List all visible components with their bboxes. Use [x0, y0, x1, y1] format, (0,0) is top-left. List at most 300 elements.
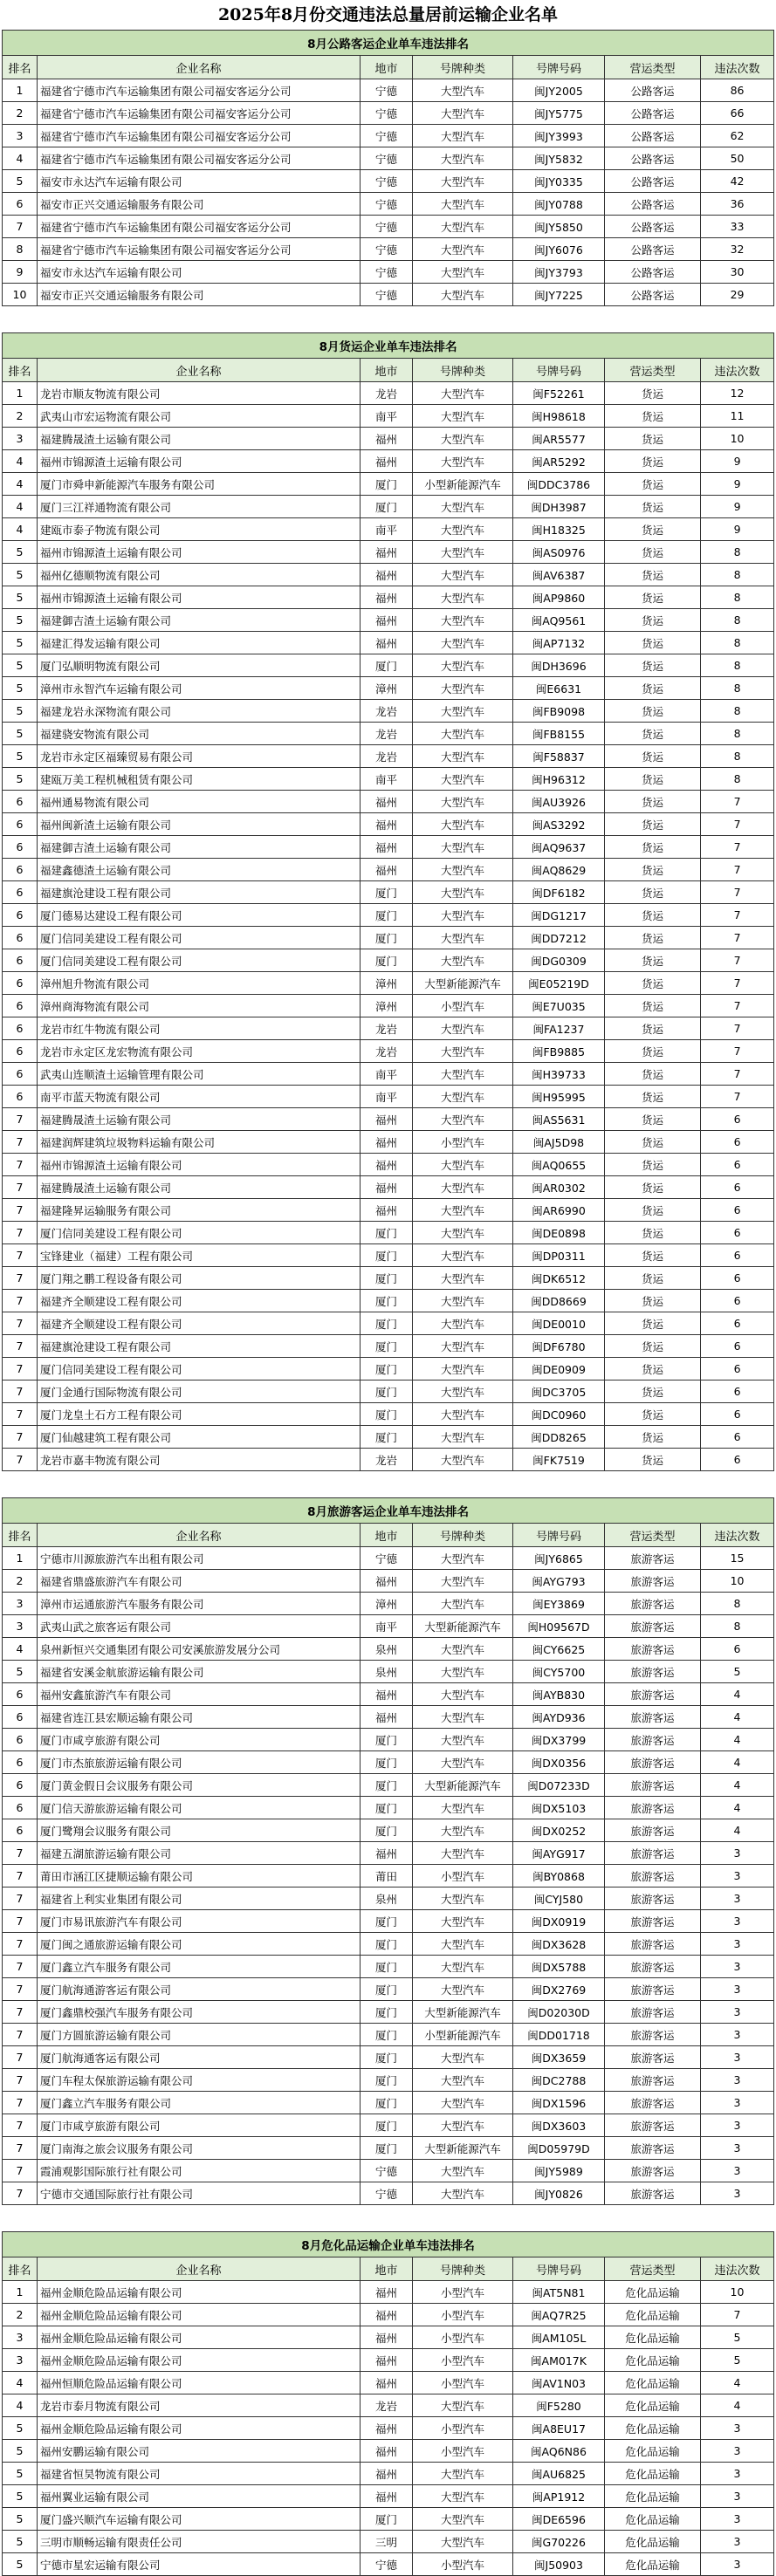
table-cell: 6: [3, 791, 38, 813]
table-cell: 福州: [361, 2417, 413, 2440]
table-cell: 龙岩: [361, 1017, 413, 1040]
table-cell: 50: [701, 147, 774, 170]
table-cell: 福建骁安物流有限公司: [38, 723, 361, 745]
table-cell: 漳州: [361, 1593, 413, 1615]
table-cell: 3: [701, 2160, 774, 2182]
table-cell: 公路客运: [605, 147, 701, 170]
table-cell: 厦门: [361, 2069, 413, 2092]
table-cell: 闽AQ7R25: [513, 2304, 605, 2326]
table-cell: 龙岩: [361, 2394, 413, 2417]
table-cell: 大型汽车: [413, 1426, 513, 1449]
table-cell: 闽AYB830: [513, 1683, 605, 1706]
table-cell: 闽DE0898: [513, 1222, 605, 1244]
table-cell: 闽DD8265: [513, 1426, 605, 1449]
table-cell: 9: [701, 496, 774, 518]
table-cell: 闽FK7519: [513, 1449, 605, 1471]
table-row: [3, 1063, 774, 1086]
table-cell: 大型汽车: [413, 1040, 513, 1063]
table-cell: 货运: [605, 1358, 701, 1380]
table-cell: 福建省连江县宏顺运输有限公司: [38, 1706, 361, 1729]
table-cell: 福州: [361, 859, 413, 881]
table-cell: 公路客运: [605, 261, 701, 284]
table-cell: 大型汽车: [413, 1570, 513, 1593]
table-cell: 闽AR0302: [513, 1176, 605, 1199]
table-cell: 福州市锦源渣土运输有限公司: [38, 450, 361, 473]
table-cell: 6: [3, 1774, 38, 1797]
table-cell: 大型汽车: [413, 1956, 513, 1978]
table-cell: 闽DX1596: [513, 2092, 605, 2114]
table-cell: 厦门闽之通旅游运输有限公司: [38, 1933, 361, 1956]
table-cell: 宁德: [361, 79, 413, 102]
table-cell: 货运: [605, 405, 701, 428]
table-cell: 7: [3, 2024, 38, 2046]
table-cell: 厦门: [361, 1267, 413, 1290]
table-cell: 武夷山市宏运物流有限公司: [38, 405, 361, 428]
table-cell: 小型汽车: [413, 2349, 513, 2372]
table-cell: 公路客运: [605, 125, 701, 147]
table-row: [3, 450, 774, 473]
table-cell: 闽DG0309: [513, 949, 605, 972]
table-cell: 8: [701, 654, 774, 677]
table-cell: 旅游客运: [605, 2024, 701, 2046]
table-cell: 南平: [361, 405, 413, 428]
table-cell: 大型汽车: [413, 1312, 513, 1335]
table-cell: 福州亿德顺物流有限公司: [38, 564, 361, 586]
table-cell: 大型汽车: [413, 2485, 513, 2508]
table-cell: 7: [3, 1403, 38, 1426]
table-cell: 货运: [605, 1290, 701, 1312]
ranking-table: [2, 2231, 774, 2576]
table-cell: 闽AP7132: [513, 632, 605, 654]
table-cell: 闽F5280: [513, 2394, 605, 2417]
table-cell: 小型汽车: [413, 2417, 513, 2440]
table-cell: 闽CY5700: [513, 1661, 605, 1683]
table-cell: 厦门: [361, 1819, 413, 1842]
table-cell: 货运: [605, 586, 701, 609]
column-header: 违法次数: [701, 359, 774, 382]
table-cell: 福州: [361, 1570, 413, 1593]
table-cell: 10: [701, 2281, 774, 2304]
table-cell: 宁德: [361, 284, 413, 306]
table-row: [3, 836, 774, 859]
table-cell: 南平: [361, 1615, 413, 1638]
table-cell: 1: [3, 79, 38, 102]
table-cell: 6: [3, 1017, 38, 1040]
table-row: [3, 1222, 774, 1244]
column-header: 号牌种类: [413, 2257, 513, 2281]
table-cell: 大型汽车: [413, 428, 513, 450]
table-cell: 闽DX3659: [513, 2046, 605, 2069]
table-cell: 闽JY0826: [513, 2182, 605, 2205]
table-cell: 闽DX0356: [513, 1751, 605, 1774]
table-cell: 闽AM017K: [513, 2349, 605, 2372]
table-cell: 大型汽车: [413, 609, 513, 632]
table-cell: 漳州: [361, 677, 413, 700]
table-cell: 福建齐全顺建设工程有限公司: [38, 1312, 361, 1335]
table-cell: 6: [701, 1267, 774, 1290]
table-cell: 大型汽车: [413, 1063, 513, 1086]
table-cell: 莆田市涵江区捷顺运输有限公司: [38, 1865, 361, 1887]
table-cell: 武夷山连顺渣土运输管理有限公司: [38, 1063, 361, 1086]
table-cell: 旅游客运: [605, 2114, 701, 2137]
table-cell: 货运: [605, 995, 701, 1017]
table-cell: 福州: [361, 1108, 413, 1131]
table-row: [3, 745, 774, 768]
table-cell: 厦门: [361, 496, 413, 518]
table-cell: 泉州: [361, 1887, 413, 1910]
table-cell: 宁德: [361, 261, 413, 284]
table-cell: 货运: [605, 1154, 701, 1176]
table-cell: 厦门: [361, 654, 413, 677]
table-cell: 公路客运: [605, 216, 701, 238]
table-row: [3, 1335, 774, 1358]
table-cell: 4: [3, 2394, 38, 2417]
table-cell: 闽DF6182: [513, 881, 605, 904]
table-cell: 龙岩: [361, 1040, 413, 1063]
table-cell: 大型汽车: [413, 927, 513, 949]
table-cell: 闽DX5103: [513, 1797, 605, 1819]
table-cell: 龙岩市嘉丰物流有限公司: [38, 1449, 361, 1471]
table-cell: 6: [3, 813, 38, 836]
table-cell: 3: [701, 2463, 774, 2485]
table-cell: 大型汽车: [413, 1449, 513, 1471]
table-cell: 旅游客运: [605, 1933, 701, 1956]
table-cell: 3: [701, 2024, 774, 2046]
table-row: [3, 1449, 774, 1471]
table-cell: 7: [701, 859, 774, 881]
table-cell: 大型新能源汽车: [413, 972, 513, 995]
table-cell: 7: [3, 2069, 38, 2092]
column-header: 企业名称: [38, 1524, 361, 1547]
table-cell: 大型汽车: [413, 1380, 513, 1403]
table-cell: 货运: [605, 541, 701, 564]
table-cell: 公路客运: [605, 102, 701, 125]
table-cell: 大型汽车: [413, 632, 513, 654]
table-cell: 宁德: [361, 2182, 413, 2205]
table-cell: 6: [3, 1729, 38, 1751]
table-cell: 3: [701, 1887, 774, 1910]
table-cell: 货运: [605, 1063, 701, 1086]
table-cell: 29: [701, 284, 774, 306]
column-header: 营运类型: [605, 359, 701, 382]
table-cell: 福安市永达汽车运输有限公司: [38, 170, 361, 193]
table-cell: 厦门: [361, 1358, 413, 1380]
table-cell: 福建五湖旅游运输有限公司: [38, 1842, 361, 1865]
table-cell: 4: [701, 1683, 774, 1706]
table-row: [3, 1933, 774, 1956]
table-cell: 7: [701, 813, 774, 836]
table-cell: 旅游客运: [605, 1593, 701, 1615]
table-cell: 大型新能源汽车: [413, 2001, 513, 2024]
table-cell: 福州: [361, 1199, 413, 1222]
table-cell: 闽AJ5D98: [513, 1131, 605, 1154]
table-cell: 旅游客运: [605, 1978, 701, 2001]
table-cell: 福州市锦源渣土运输有限公司: [38, 1154, 361, 1176]
table-cell: 旅游客运: [605, 1956, 701, 1978]
table-cell: 闽JY6865: [513, 1547, 605, 1570]
table-cell: 闽H95995: [513, 1086, 605, 1108]
table-cell: 福州通易物流有限公司: [38, 791, 361, 813]
table-cell: 泉州新恒兴交通集团有限公司安溪旅游发展分公司: [38, 1638, 361, 1661]
table-cell: 8: [701, 1615, 774, 1638]
table-row: [3, 1706, 774, 1729]
table-cell: 3: [701, 2092, 774, 2114]
column-header: 营运类型: [605, 1524, 701, 1547]
table-cell: 宁德: [361, 125, 413, 147]
table-cell: 霞浦观影国际旅行社有限公司: [38, 2160, 361, 2182]
table-cell: 危化品运输: [605, 2281, 701, 2304]
table-cell: 旅游客运: [605, 2069, 701, 2092]
table-row: [3, 2463, 774, 2485]
table-cell: 1: [3, 382, 38, 405]
table-row: [3, 2001, 774, 2024]
table-row: [3, 2069, 774, 2092]
table-cell: 闽AS5631: [513, 1108, 605, 1131]
table-row: [3, 1797, 774, 1819]
table-cell: 福建旗沧建设工程有限公司: [38, 881, 361, 904]
table-cell: 闽H39733: [513, 1063, 605, 1086]
table-cell: 旅游客运: [605, 1638, 701, 1661]
table-cell: 小型汽车: [413, 1865, 513, 1887]
table-cell: 大型汽车: [413, 518, 513, 541]
table-cell: 龙岩: [361, 723, 413, 745]
table-cell: 大型汽车: [413, 496, 513, 518]
table-cell: 厦门盛兴顺汽车运输有限公司: [38, 2508, 361, 2531]
table-row: [3, 791, 774, 813]
table-cell: 货运: [605, 677, 701, 700]
table-cell: 3: [701, 1865, 774, 1887]
table-cell: 南平: [361, 1063, 413, 1086]
table-cell: 大型汽车: [413, 881, 513, 904]
table-cell: 6: [701, 1131, 774, 1154]
table-row: [3, 2417, 774, 2440]
table-cell: 福州翼业运输有限公司: [38, 2485, 361, 2508]
table-cell: 大型汽车: [413, 450, 513, 473]
table-row: [3, 382, 774, 405]
table-cell: 6: [3, 949, 38, 972]
table-cell: 闽DE6596: [513, 2508, 605, 2531]
table-cell: 福建省恒昊物流有限公司: [38, 2463, 361, 2485]
table-cell: 大型汽车: [413, 1547, 513, 1570]
table-cell: 厦门南海之旅会议服务有限公司: [38, 2137, 361, 2160]
table-cell: 货运: [605, 859, 701, 881]
table-row: [3, 125, 774, 147]
table-cell: 货运: [605, 1403, 701, 1426]
table-row: [3, 428, 774, 450]
table-cell: 货运: [605, 1267, 701, 1290]
column-header: 地市: [361, 2257, 413, 2281]
table-cell: 6: [3, 881, 38, 904]
table-cell: 闽E7U035: [513, 995, 605, 1017]
column-header: 地市: [361, 359, 413, 382]
table-row: [3, 1774, 774, 1797]
table-cell: 4: [3, 147, 38, 170]
table-cell: 闽AQ0655: [513, 1154, 605, 1176]
section-gap: [0, 2205, 776, 2231]
table-cell: 厦门: [361, 1956, 413, 1978]
table-cell: 8: [701, 677, 774, 700]
section-title: 8月危化品运输企业单车违法排名: [3, 2232, 774, 2257]
table-cell: 4: [701, 1706, 774, 1729]
table-cell: 货运: [605, 813, 701, 836]
table-cell: 厦门: [361, 1222, 413, 1244]
table-cell: 大型汽车: [413, 382, 513, 405]
table-cell: 货运: [605, 1380, 701, 1403]
table-cell: 宁德: [361, 216, 413, 238]
table-cell: 旅游客运: [605, 1729, 701, 1751]
table-row: [3, 102, 774, 125]
table-cell: 闽DX2769: [513, 1978, 605, 2001]
table-cell: 公路客运: [605, 238, 701, 261]
table-cell: 33: [701, 216, 774, 238]
table-row: [3, 2485, 774, 2508]
table-cell: 福州: [361, 1842, 413, 1865]
table-row: [3, 972, 774, 995]
table-cell: 货运: [605, 1176, 701, 1199]
table-cell: 6: [3, 1706, 38, 1729]
table-cell: 7: [3, 1956, 38, 1978]
table-cell: 闽AT5N81: [513, 2281, 605, 2304]
table-row: [3, 2114, 774, 2137]
table-cell: 闽DK6512: [513, 1267, 605, 1290]
table-cell: 小型汽车: [413, 2304, 513, 2326]
table-cell: 货运: [605, 1426, 701, 1449]
table-cell: 货运: [605, 496, 701, 518]
table-cell: 危化品运输: [605, 2463, 701, 2485]
table-row: [3, 1956, 774, 1978]
table-row: [3, 473, 774, 496]
table-cell: 6: [701, 1290, 774, 1312]
table-cell: 5: [3, 723, 38, 745]
table-cell: 货运: [605, 1108, 701, 1131]
table-cell: 4: [3, 496, 38, 518]
table-cell: 漳州市永智汽车运输有限公司: [38, 677, 361, 700]
table-row: [3, 1887, 774, 1910]
section-title-row: [3, 31, 774, 56]
table-cell: 宁德: [361, 238, 413, 261]
table-cell: 闽AQ8629: [513, 859, 605, 881]
table-cell: 7: [3, 1933, 38, 1956]
table-row: [3, 1040, 774, 1063]
table-cell: 危化品运输: [605, 2349, 701, 2372]
table-row: [3, 700, 774, 723]
table-cell: 大型汽车: [413, 2069, 513, 2092]
table-row: [3, 813, 774, 836]
table-cell: 小型新能源汽车: [413, 473, 513, 496]
table-cell: 8: [701, 586, 774, 609]
table-cell: 货运: [605, 564, 701, 586]
table-cell: 福州金顺危险品运输有限公司: [38, 2281, 361, 2304]
table-cell: 4: [701, 2372, 774, 2394]
table-cell: 货运: [605, 768, 701, 791]
table-cell: 货运: [605, 791, 701, 813]
table-row: [3, 541, 774, 564]
table-cell: 货运: [605, 745, 701, 768]
table-cell: 宁德市川源旅游汽车出租有限公司: [38, 1547, 361, 1570]
table-cell: 闽AS0976: [513, 541, 605, 564]
table-cell: 大型汽车: [413, 1267, 513, 1290]
table-cell: 3: [701, 2485, 774, 2508]
table-row: [3, 193, 774, 216]
table-cell: 危化品运输: [605, 2485, 701, 2508]
table-cell: 厦门市咸亨旅游有限公司: [38, 1729, 361, 1751]
table-row: [3, 723, 774, 745]
table-cell: 4: [3, 518, 38, 541]
table-cell: 86: [701, 79, 774, 102]
table-cell: 4: [3, 2372, 38, 2394]
table-cell: 闽A8EU17: [513, 2417, 605, 2440]
table-cell: 大型新能源汽车: [413, 1615, 513, 1638]
table-cell: 7: [3, 1910, 38, 1933]
table-cell: 7: [701, 972, 774, 995]
table-cell: 大型汽车: [413, 1842, 513, 1865]
table-cell: 旅游客运: [605, 2182, 701, 2205]
table-cell: 7: [3, 1449, 38, 1471]
table-cell: 福建省宁德市汽车运输集团有限公司福安客运分公司: [38, 79, 361, 102]
table-cell: 厦门: [361, 1290, 413, 1312]
ranking-sections: [0, 30, 776, 2576]
table-cell: 6: [701, 1426, 774, 1449]
table-cell: 大型汽车: [413, 1933, 513, 1956]
table-row: [3, 2046, 774, 2069]
table-cell: 32: [701, 238, 774, 261]
table-row: [3, 216, 774, 238]
table-cell: 36: [701, 193, 774, 216]
table-cell: 4: [701, 2394, 774, 2417]
table-cell: 7: [701, 881, 774, 904]
table-cell: 5: [3, 700, 38, 723]
table-cell: 旅游客运: [605, 2160, 701, 2182]
table-cell: 3: [701, 2553, 774, 2576]
table-cell: 福建汇得发运输有限公司: [38, 632, 361, 654]
table-row: [3, 586, 774, 609]
table-cell: 南平市蓝天物流有限公司: [38, 1086, 361, 1108]
table-cell: 大型汽车: [413, 700, 513, 723]
table-cell: 6: [3, 1086, 38, 1108]
table-cell: 龙岩: [361, 1449, 413, 1471]
table-cell: 7: [701, 1063, 774, 1086]
table-cell: 泉州: [361, 1661, 413, 1683]
table-cell: 闽DE0909: [513, 1358, 605, 1380]
table-cell: 3: [701, 2069, 774, 2092]
table-cell: 货运: [605, 1086, 701, 1108]
table-cell: 闽H09567D: [513, 1615, 605, 1638]
table-cell: 厦门: [361, 1335, 413, 1358]
table-cell: 5: [3, 768, 38, 791]
table-cell: 厦门: [361, 1312, 413, 1335]
table-cell: 5: [3, 2531, 38, 2553]
table-cell: 大型汽车: [413, 1751, 513, 1774]
table-cell: 闽DH3696: [513, 654, 605, 677]
table-cell: 30: [701, 261, 774, 284]
table-cell: 福建腾晟渣土运输有限公司: [38, 1108, 361, 1131]
table-cell: 龙岩市红牛物流有限公司: [38, 1017, 361, 1040]
table-cell: 2: [3, 1570, 38, 1593]
table-cell: 闽JY5989: [513, 2160, 605, 2182]
table-cell: 闽E6631: [513, 677, 605, 700]
table-row: [3, 1154, 774, 1176]
table-cell: 货运: [605, 927, 701, 949]
table-cell: 闽DC3705: [513, 1380, 605, 1403]
table-cell: 厦门车程太保旅游运输有限公司: [38, 2069, 361, 2092]
table-cell: 大型汽车: [413, 2463, 513, 2485]
table-cell: 厦门: [361, 2001, 413, 2024]
table-header-row: [3, 359, 774, 382]
table-cell: 5: [3, 2485, 38, 2508]
table-cell: 旅游客运: [605, 1706, 701, 1729]
table-cell: 7: [701, 1086, 774, 1108]
table-cell: 漳州商海物流有限公司: [38, 995, 361, 1017]
